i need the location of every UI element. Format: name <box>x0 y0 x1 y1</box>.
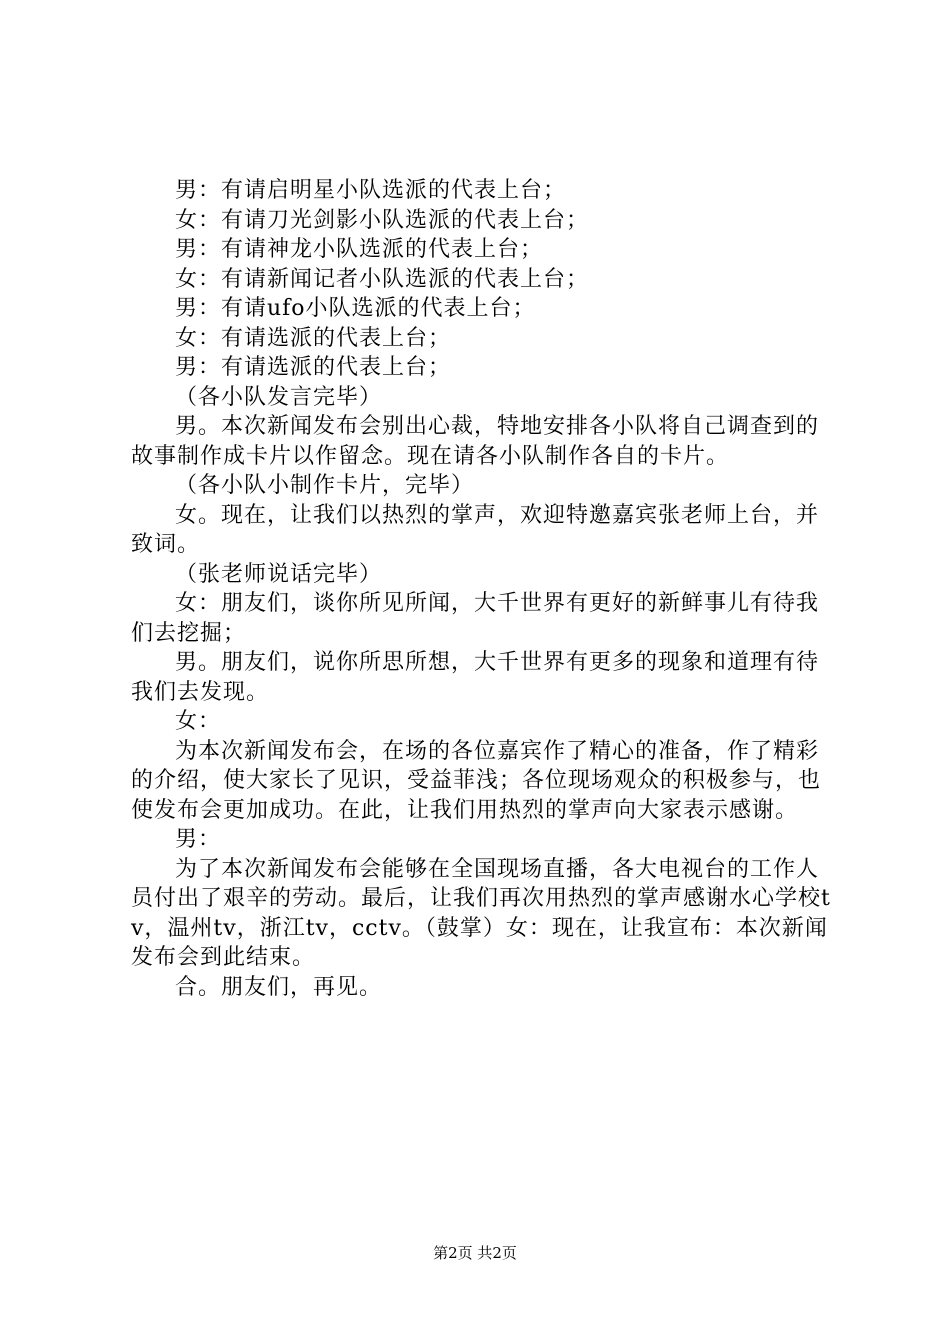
paragraph: 女：有请新闻记者小队选派的代表上台； <box>175 266 590 292</box>
stage-direction: （各小队发言完毕） <box>175 384 383 410</box>
paragraph: 为了本次新闻发布会能够在全国现场直播，各大电视台的工作人员付出了艰辛的劳动。最后，让我们再次用热烈的掌声感谢水心学校tv，温州tv，浙江tv，cctv。（鼓掌）女：现在，让我宣布：本次新闻发布会到此结束。 <box>131 856 831 970</box>
paragraph: 男：有请启明星小队选派的代表上台； <box>175 178 567 203</box>
paragraph: 女：朋友们，谈你所见所闻，大千世界有更好的新鲜事儿有待我们去挖掘； <box>131 591 820 646</box>
paragraph: 男：有请神龙小队选派的代表上台； <box>175 237 544 262</box>
paragraph: 女：有请刀光剑影小队选派的代表上台； <box>175 207 590 233</box>
paragraph: 男：有请选派的代表上台； <box>175 355 452 380</box>
speaker-label: 男： <box>175 827 222 852</box>
stage-direction: （张老师说话完毕） <box>175 561 383 587</box>
paragraph: 女：有请选派的代表上台； <box>175 325 452 351</box>
document-body <box>131 176 831 1002</box>
paragraph: 女。现在，让我们以热烈的掌声，欢迎特邀嘉宾张老师上台，并致词。 <box>131 502 820 557</box>
paragraph: 男。朋友们，说你所思所想，大千世界有更多的现象和道理有待我们去发现。 <box>131 650 820 705</box>
page-footer: 第2页 共2页 <box>433 1244 517 1262</box>
stage-direction: （各小队小制作卡片，完毕） <box>175 473 475 498</box>
paragraph: 男。本次新闻发布会别出心裁，特地安排各小队将自己调查到的故事制作成卡片以作留念。现在请各小队制作各自的卡片。 <box>131 414 820 469</box>
paragraph: 合。朋友们，再见。 <box>175 974 383 1000</box>
speaker-label: 女： <box>175 709 222 734</box>
paragraph: 为本次新闻发布会，在场的各位嘉宾作了精心的准备，作了精彩的介绍，使大家长了见识，受益菲浅；各位现场观众的积极参与，也使发布会更加成功。在此，让我们用热烈的掌声向大家表示感谢。 <box>131 738 822 823</box>
paragraph: 男：有请ufo小队选派的代表上台； <box>175 296 536 321</box>
